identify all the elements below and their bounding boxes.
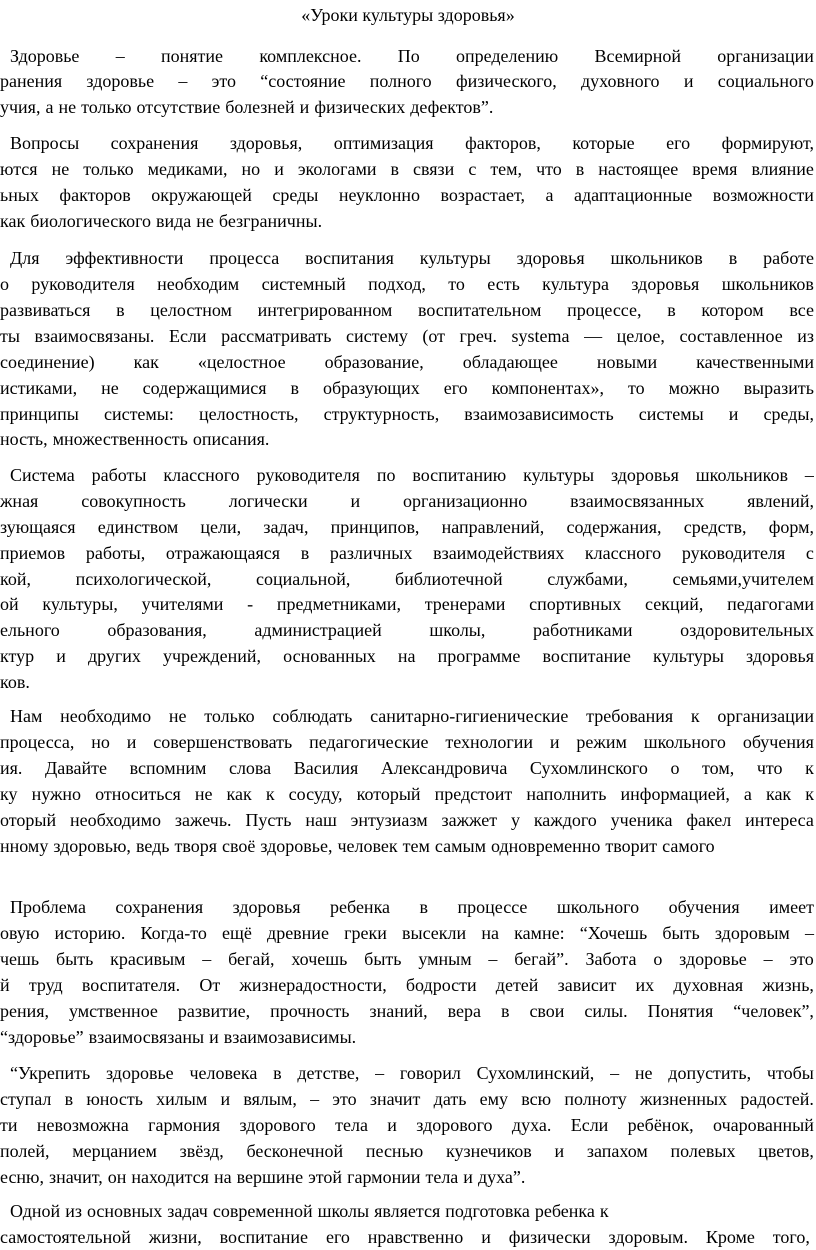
- text-line: Проблема сохранения здоровья ребенка в процессе школьного обучения имеет: [10, 897, 814, 917]
- text-line: ются не только медиками, но и экологами в связи с тем, что в настоящее время влияние: [0, 159, 814, 179]
- text-line: ия. Давайте вспомним слова Василия Александровича Сухомлинского о том, что к: [0, 758, 814, 778]
- text-line: нному здоровью, ведь творя своё здоровье, человек тем самым одновременно творит самого: [0, 836, 715, 856]
- text-line: ктур и других учреждений, основанных на программе воспитание культуры здоровья: [0, 646, 814, 666]
- text-line: ков.: [0, 672, 30, 692]
- text-line: кой, психологической, социальной, библиотечной службами, семьями,учителем: [0, 569, 814, 589]
- text-line: приемов работы, отражающаяся в различных взаимодействиях классного руководителя с: [0, 543, 814, 563]
- text-line: как биологического вида не безграничны.: [0, 211, 323, 231]
- text-line: ельного образования, администрацией школы, работниками оздоровительных: [0, 620, 814, 640]
- text-line: Здоровье – понятие комплексное. По определению Всемирной организации: [10, 46, 814, 66]
- text-line: ой культуры, учителями - предметниками, тренерами спортивных секций, педагогами: [0, 594, 814, 614]
- text-line: развиваться в целостном интегрированном воспитательном процессе, в котором все: [0, 300, 814, 320]
- text-line: процесса, но и совершенствовать педагогические технологии и режим школьного обучения: [0, 732, 814, 752]
- text-line: оторый необходимо зажечь. Пусть наш энтузиазм зажжет у каждого ученика факел интереса: [0, 810, 814, 830]
- text-line: “Укрепить здоровье человека в детстве, – говорил Сухомлинский, – не допустить, чтобы: [10, 1063, 814, 1083]
- text-line: Вопросы сохранения здоровья, оптимизация факторов, которые его формируют,: [10, 133, 814, 153]
- text-line: истиками, не содержащимися в образующих его компонентах», то можно выразить: [0, 378, 814, 398]
- text-line: й труд воспитателя. От жизнерадостности, бодрости детей зависит их духовная жизнь,: [0, 975, 814, 995]
- text-line: принципы системы: целостность, структурность, взаимозависимость системы и среды,: [0, 404, 814, 424]
- text-line: Система работы классного руководителя по воспитанию культуры здоровья школьников –: [10, 465, 814, 485]
- text-line: ьных факторов окружающей среды неуклонно возрастает, а адаптационные возможности: [0, 185, 814, 205]
- text-line: соединение) как «целостное образование, обладающее новыми качественными: [0, 352, 814, 372]
- text-line: ность, множественность описания.: [0, 429, 270, 449]
- text-line: есню, значит, он находится на вершине этой гармонии тела и духа”.: [0, 1167, 526, 1187]
- text-line: “здоровье” взаимосвязаны и взаимозависимы.: [0, 1027, 357, 1047]
- text-line: о руководителя необходим системный подход, то есть культура здоровья школьников: [0, 274, 814, 294]
- text-line: ку нужно относиться не как к сосуду, который предстоит наполнить информацией, а как к: [0, 784, 814, 804]
- text-line: ступал в юность хилым и вялым, – это значит дать ему всю полноту жизненных радостей.: [0, 1089, 814, 1109]
- text-line: ты взаимосвязаны. Если рассматривать систему (от греч. systema — целое, составленное из: [0, 326, 814, 346]
- document-title: «Уроки культуры здоровья»: [301, 5, 515, 25]
- text-line: ранения здоровье – это “состояние полного физического, духовного и социального: [0, 71, 814, 91]
- text-line: Одной из основных задач современной школы является подготовка ребенка к: [10, 1201, 609, 1221]
- text-line: ти невозможна гармония здорового тела и здорового духа. Если ребёнок, очарованный: [0, 1115, 814, 1135]
- text-line: учия, а не только отсутствие болезней и физических дефектов”.: [0, 97, 494, 117]
- text-line: полей, мерцанием звёзд, бесконечной песнью кузнечиков и запахом полевых цветов,: [0, 1141, 814, 1161]
- text-line: зующаяся единством цели, задач, принципов, направлений, содержания, средств, форм,: [0, 517, 814, 537]
- text-line: Для эффективности процесса воспитания культуры здоровья школьников в работе: [10, 248, 814, 268]
- text-line: Нам необходимо не только соблюдать санитарно-гигиенические требования к организации: [10, 706, 814, 726]
- text-line: самостоятельной жизни, воспитание его нравственно и физически здоровым. Кроме того,: [0, 1227, 810, 1247]
- text-line: жная совокупность логически и организационно взаимосвязанных явлений,: [0, 491, 814, 511]
- text-line: рения, умственное развитие, прочность знаний, вера в свои силы. Понятия “человек”,: [0, 1001, 814, 1021]
- text-line: овую историю. Когда-то ещё древние греки высекли на камне: “Хочешь быть здоровым –: [0, 923, 814, 943]
- text-line: чешь быть красивым – бегай, хочешь быть умным – бегай”. Забота о здоровье – это: [0, 949, 814, 969]
